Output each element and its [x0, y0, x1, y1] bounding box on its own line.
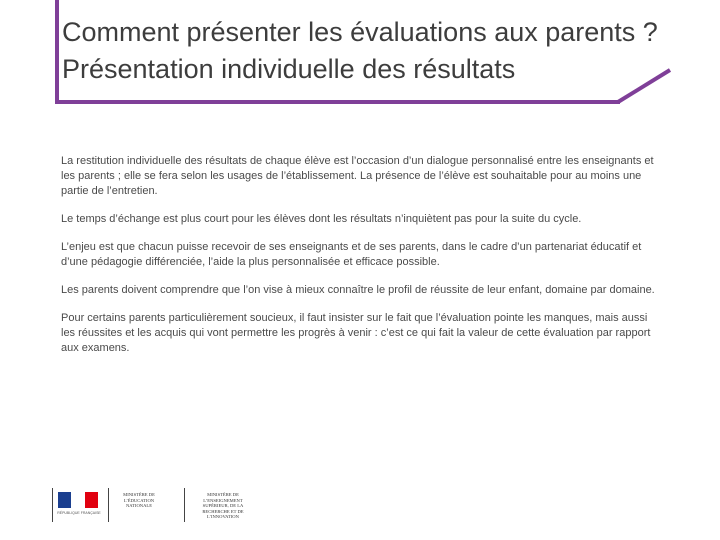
footer-separator: [184, 488, 185, 522]
marianne-flag-logo: [58, 492, 98, 508]
slide-title: [62, 14, 702, 88]
paragraph-4: Les parents doivent comprendre que l’on vise à mieux connaître le profil de réussite de leur enfant, domaine par domaine.: [61, 284, 655, 296]
republique-francaise-label: RÉPUBLIQUE FRANÇAISE: [57, 511, 101, 515]
title-line-2: Présentation individuelle des résultats: [62, 54, 516, 84]
footer-separator: [108, 488, 109, 522]
ministry-higher-education-label: MINISTÈRE DE L’ENSEIGNEMENT SUPÉRIEUR, DE LA RECHERCHE ET DE L’INNOVATION: [202, 492, 244, 519]
slide-body: [61, 154, 661, 369]
paragraph-5: Pour certains parents particulièrement soucieux, il faut insister sur le fait que l’évaluation pointe les manques, mais aussi les réussites et les acquis qui vont permettre les progrès à venir : c’est ce qui fait la valeur de cette évaluation par rapport aux examens.: [61, 312, 651, 354]
footer-separator: [52, 488, 53, 522]
footer-logos: [52, 486, 256, 522]
title-line-1: Comment présenter les évaluations aux parents ?: [62, 17, 658, 47]
ministry-education-label: MINISTÈRE DE L’ÉDUCATION NATIONALE: [123, 492, 155, 508]
paragraph-3: L’enjeu est que chacun puisse recevoir de ses enseignants et de ses parents, dans le cadre d’un partenariat éducatif et d’une pédagogie différenciée, l’aide la plus personnalisée et efficace possible.: [61, 241, 642, 268]
paragraph-2: Le temps d’échange est plus court pour les élèves dont les résultats n’inquiètent pas pour la suite du cycle.: [61, 213, 582, 225]
paragraph-1: La restitution individuelle des résultats de chaque élève est l’occasion d’un dialogue personnalisé entre les enseignants et les parents ; elle se fera selon les usages de l’établissement. La présence de l’élève est souhaitable pour au moins une partie de l’entretien.: [61, 155, 654, 197]
